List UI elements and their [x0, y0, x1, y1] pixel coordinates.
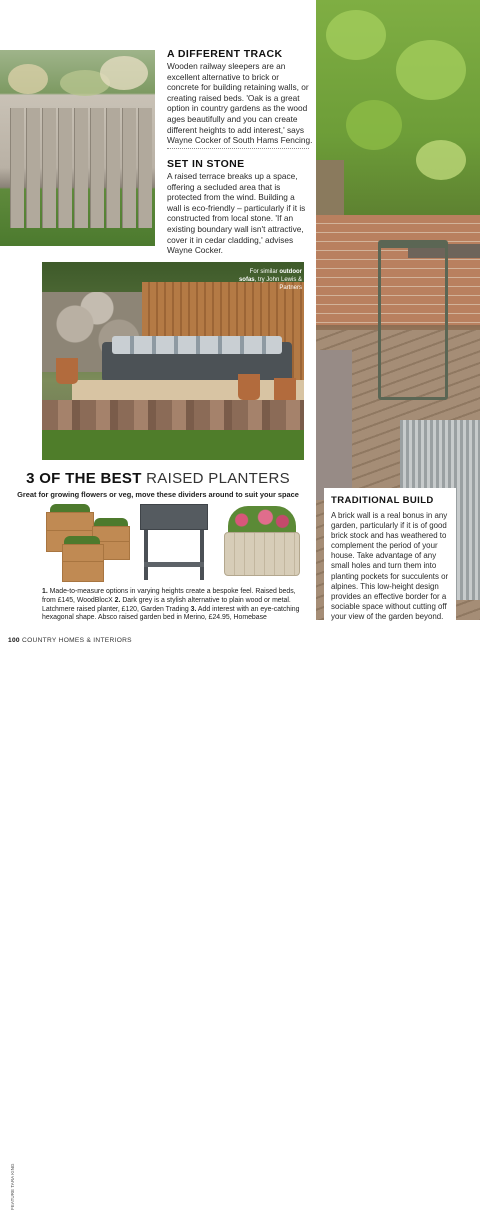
product-latchmere-planter: [138, 504, 210, 584]
caption-number: 2.: [114, 596, 121, 604]
page-folio: [8, 637, 132, 644]
flowers: [228, 506, 296, 534]
magazine-name: COUNTRY HOMES & INTERIORS: [22, 637, 132, 644]
caption-rest: , try John Lewis & Partners: [254, 277, 302, 291]
lawn: [42, 430, 304, 460]
traditional-build-panel: [324, 488, 456, 622]
planter-leg: [144, 530, 148, 580]
section-heading-set-in-stone: SET IN STONE: [167, 158, 245, 170]
foliage: [416, 140, 466, 180]
sleeper-plank: [106, 108, 120, 228]
sleeper-plank: [10, 108, 24, 228]
garden-chair: [378, 240, 448, 400]
section-body-set-in-stone: A raised terrace breaks up a space, offering a secluded area that is protected from the wind. Building a wall is eco-friendly – particularly if it is constructed from local stone. 'If an existing boundary wall isn't attractive, cover it in cedar cladding,' advises Wayne Cocker.: [167, 171, 306, 256]
section-divider: [167, 148, 309, 149]
caption-lead: For similar: [249, 269, 280, 275]
sleeper-plank: [122, 108, 136, 228]
terrace-deck: [72, 380, 304, 402]
brick-terrace-wall: [42, 400, 304, 430]
product-absco-hexagonal-bed: [222, 506, 302, 580]
product-captions: [42, 588, 304, 623]
section-heading-traditional-build: TRADITIONAL BUILD: [331, 495, 434, 506]
photo-raised-terrace: [42, 262, 304, 460]
hexagonal-bed: [224, 532, 300, 576]
section-heading-different-track: A DIFFERENT TRACK: [167, 48, 283, 60]
plant-pot: [238, 374, 260, 400]
foliage: [396, 40, 466, 100]
planter-shelf: [144, 562, 204, 567]
best-of-title-bold: 3 OF THE BEST: [26, 470, 142, 487]
photo-caption: [234, 268, 302, 292]
planter-leg: [200, 530, 204, 580]
section-body-traditional-build: A brick wall is a real bonus in any garden, particularly if it is of good brick stock and has weathered to complement the period of your house. Take advantage of any small holes and turn them into planting pockets for succulents or alpines. This low-height design provides an effective border for a sociable space without cutting off your view of the garden beyond.: [331, 511, 449, 621]
sofa-cushions: [112, 336, 282, 354]
planting: [100, 56, 148, 90]
caption-text: Made-to-measure options in varying heights create a bespoke feel. Raised beds, from £145, WoodBlocX: [42, 588, 296, 604]
photo-railway-sleepers: [0, 50, 155, 246]
product-woodblocx-raised-beds: [38, 500, 132, 586]
best-of-title-light: RAISED PLANTERS: [146, 470, 290, 487]
caption-bold: outdoor sofas: [238, 269, 302, 283]
caption-number: 1.: [42, 588, 48, 595]
sleeper-plank: [58, 108, 72, 228]
sleeper-plank: [90, 108, 104, 228]
sleeper-plank: [26, 108, 40, 228]
caption-text: Add interest with an eye-catching hexagonal shape. Absco raised garden bed in Merino, £24.95, Homebase: [42, 605, 300, 622]
feature-credit: FEATURE TARA KING: [10, 1163, 15, 1210]
planting: [8, 64, 48, 94]
section-body-different-track: Wooden railway sleepers are an excellent alternative to brick or concrete for building retaining walls, or creating raised beds. 'Oak is a great option in country gardens as the wood ages beautifully and you can create different heights to add interest,' says Wayne Cocker of South Hams Fencing.: [167, 61, 313, 146]
planter-trough: [140, 504, 208, 530]
best-of-title: [0, 470, 316, 487]
foliage: [346, 100, 402, 150]
plant-pot: [56, 358, 78, 384]
page-number: 100: [8, 637, 20, 644]
foliage: [326, 10, 386, 60]
sleeper-plank: [74, 108, 88, 228]
sleeper-plank: [42, 108, 56, 228]
timber-crate: [62, 544, 104, 582]
caption-number: 3.: [190, 605, 197, 613]
sleeper-plank: [138, 108, 152, 228]
best-of-subtitle: Great for growing flowers or veg, move these dividers around to suit your space: [17, 490, 299, 499]
caption-text: Dark grey is a stylish alternative to plain wood or metal. Latchmere raised planter, £120, Garden Trading: [42, 596, 291, 613]
grey-planter: [316, 350, 352, 500]
